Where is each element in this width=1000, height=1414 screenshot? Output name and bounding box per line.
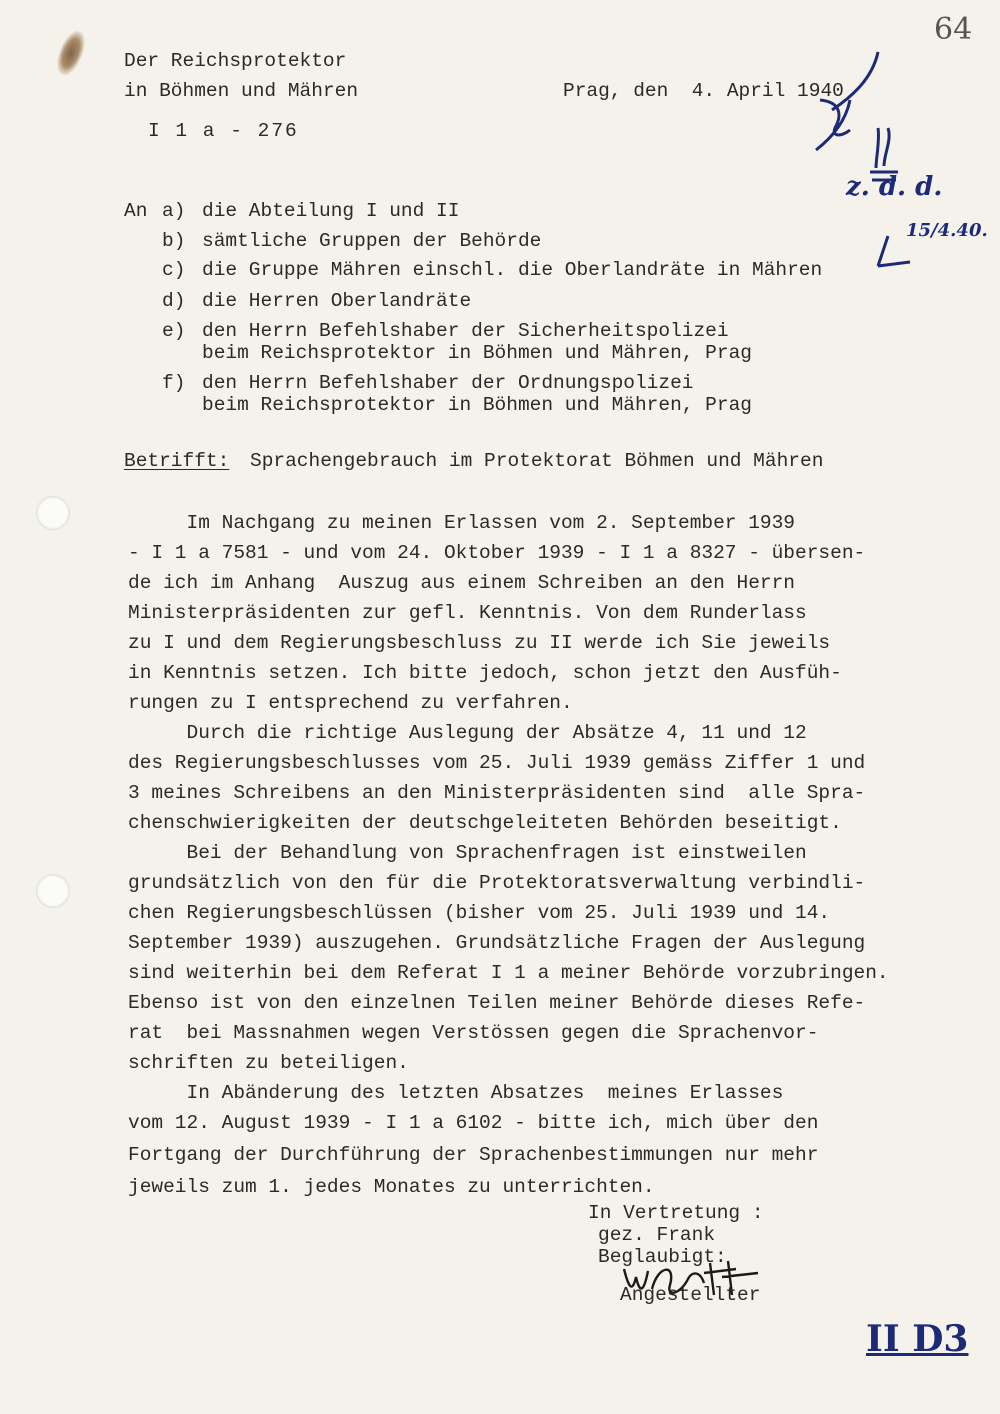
recipient-b-letter: b) — [162, 230, 186, 252]
body-line: jeweils zum 1. jedes Monates zu unterrichten. — [128, 1176, 655, 1198]
subject-label: Betrifft: — [124, 450, 230, 472]
recipient-a-letter: a) — [162, 200, 186, 222]
closing-in-vertretung: In Vertretung : — [588, 1202, 764, 1224]
body-line: Fortgang der Durchführung der Sprachenbestimmungen nur mehr — [128, 1144, 819, 1166]
body-line: 3 meines Schreibens an den Ministerpräsidenten sind alle Spra- — [128, 782, 866, 804]
body-line: Durch die richtige Auslegung der Absätze 4, 11 und 12 — [128, 722, 807, 744]
closing-angestellter: Angestellter — [620, 1284, 761, 1306]
handwritten-note-date: 15/4.40. — [906, 220, 988, 241]
recipient-c-letter: c) — [162, 259, 186, 281]
body-line: Im Nachgang zu meinen Erlassen vom 2. September 1939 — [128, 512, 796, 534]
body-line: schriften zu beteiligen. — [128, 1052, 409, 1074]
body-line: In Abänderung des letzten Absatzes meines Erlasses — [128, 1082, 784, 1104]
closing-beglaubigt: Beglaubigt: — [598, 1246, 727, 1268]
subject-text: Sprachengebrauch im Protektorat Böhmen und Mähren — [250, 450, 824, 472]
body-line: zu I und dem Regierungsbeschluss zu II werde ich Sie jeweils — [128, 632, 831, 654]
file-mark: II D3 — [866, 1318, 969, 1360]
body-line: chen Regierungsbeschlüssen (bisher vom 25. Juli 1939 und 14. — [128, 902, 831, 924]
body-line: vom 12. August 1939 - I 1 a 6102 - bitte ich, mich über den — [128, 1112, 819, 1134]
body-line: de ich im Anhang Auszug aus einem Schreiben an den Herrn — [128, 572, 796, 594]
body-line: Ministerpräsidenten zur gefl. Kenntnis. Von dem Runderlass — [128, 602, 807, 624]
punch-hole-top — [36, 496, 70, 530]
recipient-e-letter: e) — [162, 320, 186, 342]
recipient-d-letter: d) — [162, 290, 186, 312]
rust-stain — [52, 28, 90, 79]
closing-signed-frank: gez. Frank — [598, 1224, 716, 1246]
body-line: grundsätzlich von den für die Protektoratsverwaltung verbindli- — [128, 872, 866, 894]
recipient-f-line-1: den Herrn Befehlshaber der Ordnungspolizei — [202, 372, 694, 394]
recipient-b: sämtliche Gruppen der Behörde — [202, 230, 542, 252]
body-line: rat bei Massnahmen wegen Verstössen gegen die Sprachenvor- — [128, 1022, 819, 1044]
recipient-e-line-1: den Herrn Befehlshaber der Sicherheitspolizei — [202, 320, 729, 342]
recipient-e-line-2: beim Reichsprotektor in Böhmen und Mähren, Prag — [202, 342, 752, 364]
recipient-c: die Gruppe Mähren einschl. die Oberlandräte in Mähren — [202, 259, 823, 281]
recipient-f-letter: f) — [162, 372, 186, 394]
recipient-a: die Abteilung I und II — [202, 200, 460, 222]
body-line: September 1939) auszugehen. Grundsätzliche Fragen der Auslegung — [128, 932, 866, 954]
body-line: chenschwierigkeiten der deutschgeleiteten Behörden beseitigt. — [128, 812, 842, 834]
handwritten-note-zdd: z. d. d. — [846, 172, 943, 202]
recipient-f-line-2: beim Reichsprotektor in Böhmen und Mähren, Prag — [202, 394, 752, 416]
sender-line-1: Der Reichsprotektor — [124, 50, 347, 72]
recipients-prefix: An — [124, 200, 148, 222]
body-line: sind weiterhin bei dem Referat I 1 a meiner Behörde vorzubringen. — [128, 962, 889, 984]
sender-line-2: in Böhmen und Mähren — [124, 80, 359, 102]
place-date: Prag, den 4. April 1940 — [563, 80, 844, 102]
punch-hole-bottom — [36, 874, 70, 908]
recipient-d: die Herren Oberlandräte — [202, 290, 472, 312]
body-line: des Regierungsbeschlusses vom 25. Juli 1939 gemäss Ziffer 1 und — [128, 752, 866, 774]
archive-number: 64 — [934, 12, 973, 47]
body-line: - I 1 a 7581 - und vom 24. Oktober 1939 - I 1 a 8327 - übersen- — [128, 542, 866, 564]
body-line: rungen zu I entsprechend zu verfahren. — [128, 692, 573, 714]
reference-number: I 1 a - 276 — [148, 120, 299, 142]
handwritten-paraph-icon — [780, 40, 980, 280]
body-line: Ebenso ist von den einzelnen Teilen meiner Behörde dieses Refe- — [128, 992, 866, 1014]
body-line: Bei der Behandlung von Sprachenfragen ist einstweilen — [128, 842, 807, 864]
body-line: in Kenntnis setzen. Ich bitte jedoch, schon jetzt den Ausfüh- — [128, 662, 842, 684]
